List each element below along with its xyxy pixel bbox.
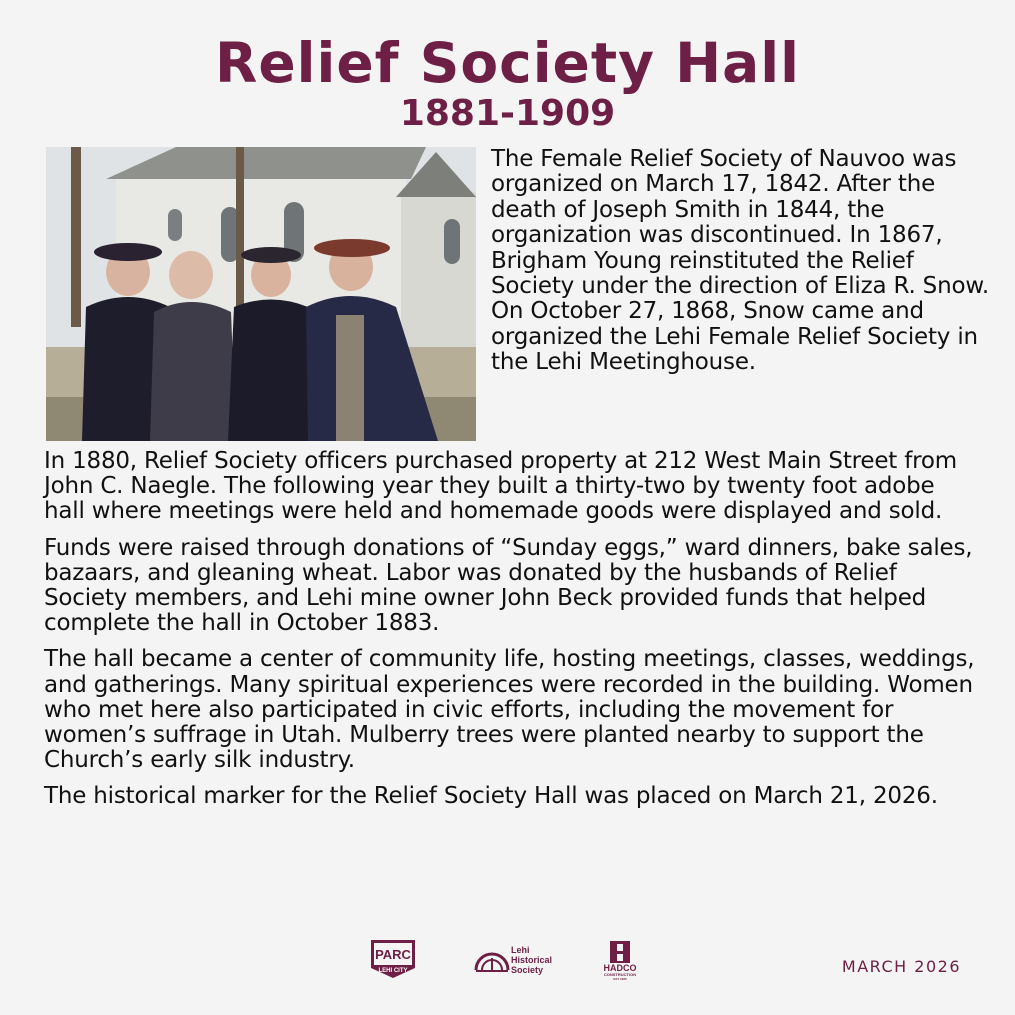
svg-text:Society: Society — [511, 965, 544, 975]
svg-text:PARC: PARC — [375, 947, 411, 962]
svg-text:LEHI CITY: LEHI CITY — [378, 968, 408, 974]
intro-paragraph: The Female Relief Society of Nauvoo was organized on March 17, 1842. After the death of Joseph Smith in 1844, the organization was discontinued. In 1867, Brigham Young reinstituted the Relief Society under the direction of Eliza R. Snow. On October 27, 1868, Snow came and organized the Lehi Female Relief Society in the Lehi Meetinghouse. — [491, 146, 989, 376]
historic-photo — [46, 147, 476, 441]
svg-text:Historical: Historical — [511, 955, 553, 965]
paragraph-funds: Funds were raised through donations of “Sunday eggs,” ward dinners, bake sales, bazaars, and gleaning wheat. Labor was donated by the husbands of Relief Society members, and Lehi mine owner John Beck provided funds that helped complete the hall in October 1883. — [44, 534, 973, 637]
svg-text:CONSTRUCTION: CONSTRUCTION — [603, 972, 637, 977]
hadco-construction-logo — [592, 940, 648, 980]
page-subtitle: 1881-1909 — [399, 93, 616, 134]
paragraph-community: The hall became a center of community life, hosting meetings, classes, weddings, and gatherings. Many spiritual experiences were recorded in the building. Women who met here also participated in civic efforts, including the movement for women’s suffrage in Utah. Mulberry trees were planted nearby to support the Church’s early silk industry. — [44, 646, 975, 774]
page-title: Relief Society Hall — [214, 31, 801, 95]
svg-text:HADCO: HADCO — [603, 963, 637, 973]
paragraph-property: In 1880, Relief Society officers purchased property at 212 West Main Street from John C. Naegle. The following year they built a thirty-two by twenty foot adobe hall where meetings were held and homemade goods were displayed and sold. — [44, 448, 957, 525]
lehi-historical-society-logo — [474, 942, 564, 978]
svg-text:EST 1965: EST 1965 — [613, 977, 627, 980]
paragraph-marker: The historical marker for the Relief Society Hall was placed on March 21, 2026. — [44, 783, 938, 810]
footer-date: MARCH 2026 — [841, 957, 961, 976]
parc-logo — [369, 938, 417, 980]
svg-text:Lehi: Lehi — [511, 945, 530, 955]
body-text — [44, 449, 979, 821]
